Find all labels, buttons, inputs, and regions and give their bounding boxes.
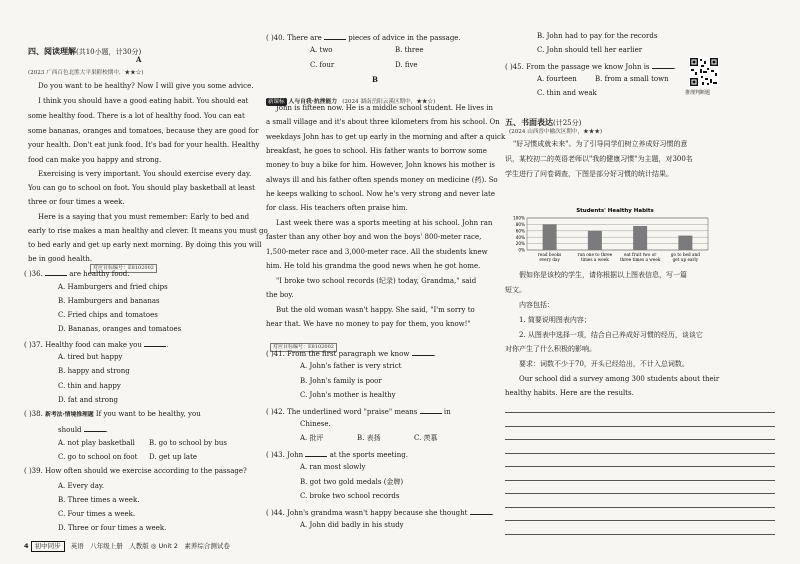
- question-43: ( )43. John at the sports meeting.: [266, 451, 408, 459]
- passage-line: Exercising is very important. You should exercise every day.: [38, 170, 252, 178]
- qr-code-icon: [689, 57, 719, 87]
- prompt-line: 学生进行了问卷调查，下图是部分好习惯的统计结果。: [505, 170, 673, 178]
- passage-a-label: A: [136, 55, 142, 64]
- passage-line: You can go to school on foot. You should play basketball at least: [28, 184, 255, 192]
- healthy-habits-chart: [503, 204, 718, 268]
- y-tick-label: 20%: [515, 241, 525, 247]
- new-standard-tag: 新课标: [268, 99, 285, 105]
- question-45: ( )45. From the passage we know John is .: [505, 63, 676, 71]
- passage-line: John is fifteen now. He is a middle school student. He lives in: [276, 104, 493, 112]
- instruction-line: 假如你是该校的学生，请你根据以上图表信息，写一篇: [519, 271, 687, 279]
- bar: [588, 231, 602, 250]
- question-38: ( )38. 新考法·情境推理题 If you want to be healthy, you: [24, 410, 201, 418]
- passage-line: weekdays John has to get up early in the morning and after a quick: [266, 133, 506, 141]
- answer-blank[interactable]: [470, 507, 492, 515]
- question-37: ( )37. Healthy food can make you .: [24, 341, 169, 349]
- answer-blank[interactable]: [652, 61, 674, 69]
- writing-source: (2024 山西晋中榆次区期中，★★★): [509, 129, 603, 135]
- option[interactable]: A. John did badly in his study: [300, 521, 404, 529]
- y-tick-label: 80%: [515, 222, 525, 227]
- passage-line: breakfast, he goes to school. His father wants to borrow some: [266, 147, 487, 155]
- option[interactable]: A. John's father is very strict: [300, 362, 402, 370]
- option[interactable]: B. 表扬: [357, 434, 381, 442]
- passage-line: faster than any other boy and won the boys' 800-meter race,: [266, 233, 482, 241]
- option[interactable]: A. not play basketball: [58, 439, 135, 447]
- option[interactable]: C. John's mother is healthy: [300, 391, 396, 399]
- series-badge: 初中同步: [31, 541, 65, 552]
- option[interactable]: A. Hamburgers and fried chips: [58, 283, 168, 291]
- writing-line[interactable]: [505, 493, 775, 494]
- writing-line[interactable]: [505, 466, 775, 467]
- y-tick-label: 100%: [513, 215, 525, 221]
- option[interactable]: B. from a small town: [595, 75, 669, 83]
- option[interactable]: C. broke two school records: [300, 492, 400, 500]
- bar: [543, 224, 557, 250]
- passage-line: food can make you happy and strong.: [28, 156, 162, 164]
- option[interactable]: D. get up late: [149, 453, 198, 461]
- instruction-line: 要求：词数不少于70，开头已经给出，不计入总词数。: [519, 360, 689, 368]
- option[interactable]: B. three: [395, 46, 424, 54]
- instruction-line: 内容包括：: [519, 301, 554, 309]
- qr-caption: 推理判断题: [685, 90, 711, 96]
- option[interactable]: B. John's family is poor: [300, 377, 382, 385]
- answer-blank[interactable]: [420, 406, 442, 414]
- option[interactable]: C. Four times a week.: [58, 510, 136, 518]
- passage-line: some bananas, oranges and tomatoes, because they are good for: [28, 127, 259, 135]
- answer-blank[interactable]: [324, 32, 346, 40]
- passage-line: hear that. We have no money to pay for them, you know!": [266, 320, 471, 328]
- chart-x-tick-labels: [538, 252, 700, 262]
- option[interactable]: C. four: [310, 61, 335, 69]
- passage-line: 1,500-meter race and 3,000-meter race. All the students knew: [266, 248, 488, 256]
- passage-line: early to rise makes a man healthy and clever. It means you must go: [28, 227, 268, 235]
- passage-line: your health. Don't eat junk food. It's bad for your health. Healthy: [28, 141, 260, 149]
- new-method-caption: 新考法·情境推理题: [45, 412, 94, 418]
- writing-line[interactable]: [505, 507, 775, 508]
- x-tick-label: eat fruit two or three times a week: [619, 252, 661, 262]
- chart-title: Students' Healthy Habits: [576, 208, 654, 214]
- answer-blank[interactable]: [144, 339, 166, 347]
- passage-line: Do you want to be healthy? Now I will give you some advice.: [38, 82, 254, 90]
- column-left: [24, 0, 268, 564]
- option[interactable]: B. got two gold medals (金牌): [300, 478, 404, 486]
- question-42: ( )42. The underlined word "praise" means in: [266, 408, 451, 416]
- question-36: ( )36. are healthy food.: [24, 270, 130, 278]
- instruction-line: 对你产生了什么积极的影响。: [505, 345, 596, 353]
- passage-line: "I broke two school records (纪录) today, Grandma," said: [276, 277, 477, 285]
- passage-line: I think you should have a good eating habit. You should eat: [38, 97, 249, 105]
- passage-a-source: (2023 广西百色北胜大平果附校期中，★★☆): [28, 70, 144, 76]
- passage-line: But the old woman wasn't happy. She said, "I'm sorry to: [276, 306, 475, 314]
- writing-line[interactable]: [505, 453, 775, 454]
- option[interactable]: A. two: [310, 46, 333, 54]
- option[interactable]: A. 批评: [300, 434, 324, 442]
- option[interactable]: C. go to school on foot: [58, 453, 138, 461]
- passage-line: for class. His teachers often praise him.: [266, 204, 408, 212]
- option[interactable]: A. Every day.: [58, 482, 105, 490]
- passage-line: be in good health.: [28, 255, 93, 263]
- option[interactable]: B. go to school by bus: [149, 439, 227, 447]
- bar: [678, 236, 692, 250]
- option[interactable]: C. thin and weak: [537, 89, 597, 97]
- option[interactable]: D. Bananas, oranges and tomatoes: [58, 325, 182, 333]
- x-tick-label: run one to three times a week: [577, 252, 613, 262]
- instruction-line: 2. 从图表中选择一项，结合自己养成好习惯的经历，谈谈它: [519, 331, 703, 339]
- option[interactable]: A. tired but happy: [58, 353, 123, 361]
- instruction-line: 1. 简要说明图表内容；: [519, 316, 591, 324]
- passage-b-label: B: [372, 75, 378, 84]
- option[interactable]: C. John should tell her earlier: [537, 46, 643, 54]
- option[interactable]: B. John had to pay for the records: [537, 32, 658, 40]
- passage-line: three or four times a week.: [28, 198, 125, 206]
- answer-blank[interactable]: [45, 268, 67, 276]
- section-title: 四、阅读理解: [28, 47, 76, 56]
- column-middle: [262, 0, 506, 564]
- question-41: ( )41. From the first paragraph we know .: [266, 350, 436, 358]
- x-tick-label: read books every day: [537, 252, 562, 262]
- y-tick-label: 40%: [515, 234, 525, 240]
- prompt-line: 识，某校初二的英语老师以"我的健康习惯"为主题，对300名: [505, 155, 693, 163]
- instruction-line: 短文。: [505, 286, 526, 294]
- y-tick-label: 0%: [518, 247, 525, 253]
- answer-blank[interactable]: [84, 424, 106, 432]
- prompt-line: "好习惯成就未来"。为了引导同学们树立养成好习惯的意: [513, 140, 688, 148]
- writing-line[interactable]: [505, 412, 775, 413]
- instruction-line: healthy habits. Here are the results.: [505, 389, 634, 397]
- column-right: [505, 0, 780, 564]
- section-note: (共10小题，计30分): [76, 48, 142, 56]
- option[interactable]: B. happy and strong: [58, 367, 130, 375]
- passage-line: him. He told his grandma the good news when he got home.: [266, 262, 481, 270]
- option[interactable]: D. fat and strong: [58, 396, 118, 404]
- passage-line: he keeps walking to school. Now he's very strong and never late: [266, 190, 496, 198]
- passage-line: Last week there was a sports meeting at his school. John ran: [276, 219, 493, 227]
- question-39: ( )39. How often should we exercise according to the passage?: [24, 467, 247, 475]
- passage-b-header: 新课标 人与自我·抗挫能力 (2024 湖南岳阳云溪区期中，★★☆): [268, 99, 436, 105]
- option[interactable]: C. 羡慕: [414, 434, 438, 442]
- question-44: ( )44. John's grandma wasn't happy because she thought .: [266, 509, 494, 517]
- target-code: 对应目标编号：E8102002: [90, 264, 157, 273]
- page-footer: [24, 541, 230, 552]
- passage-line: to bed early and get up early next morning. By doing this you will: [28, 241, 262, 249]
- option[interactable]: C. thin and happy: [58, 382, 121, 390]
- option[interactable]: A. ran most slowly: [300, 463, 366, 471]
- target-code: 对应目标编号：E8102002: [270, 343, 337, 352]
- writing-line[interactable]: [505, 534, 775, 535]
- x-tick-label: go to bed and get up early: [670, 252, 700, 262]
- option[interactable]: D. Three or four times a week.: [58, 524, 167, 532]
- instruction-line: Our school did a survey among 300 students about their: [519, 375, 720, 383]
- question-38-cont: should .: [58, 426, 109, 434]
- chart-y-tick-labels: [513, 216, 525, 253]
- passage-line: money to buy a bike for him. However, John knows his mother is: [266, 161, 495, 169]
- footer-info: 英语 八年级上册 人教版 ◎ Unit 2 素养综合测试卷: [70, 542, 230, 550]
- section-title: 五、书面表达: [505, 118, 553, 127]
- passage-line: always ill and his father often spends money on medicine (药). So: [266, 176, 498, 184]
- option[interactable]: D. five: [395, 61, 418, 69]
- option[interactable]: B. Hamburgers and bananas: [58, 297, 160, 305]
- page-number: 4: [24, 542, 29, 550]
- y-tick-label: 60%: [515, 228, 525, 234]
- answer-blank[interactable]: [305, 449, 327, 457]
- section-note: (计25分): [553, 119, 582, 127]
- writing-line[interactable]: [505, 520, 775, 521]
- writing-line[interactable]: [505, 480, 775, 481]
- writing-line[interactable]: [505, 439, 775, 440]
- passage-line: Here is a saying that you must remember: Early to bed and: [38, 213, 250, 221]
- passage-line: the boy.: [266, 291, 294, 299]
- question-40: ( )40. There are pieces of advice in the passage.: [266, 34, 461, 42]
- passage-line: a small village and it's about three kilometers from his school. On: [266, 118, 500, 126]
- bar: [633, 226, 647, 250]
- question-42-cont: Chinese.: [300, 420, 331, 428]
- writing-line[interactable]: [505, 426, 775, 427]
- passage-line: some healthy food. There is a lot of healthy food. You can eat: [28, 112, 245, 120]
- option[interactable]: A. fourteen: [537, 75, 577, 83]
- answer-blank[interactable]: [412, 348, 434, 356]
- option[interactable]: C. Fried chips and tomatoes: [58, 311, 158, 319]
- option[interactable]: B. Three times a week.: [58, 496, 140, 504]
